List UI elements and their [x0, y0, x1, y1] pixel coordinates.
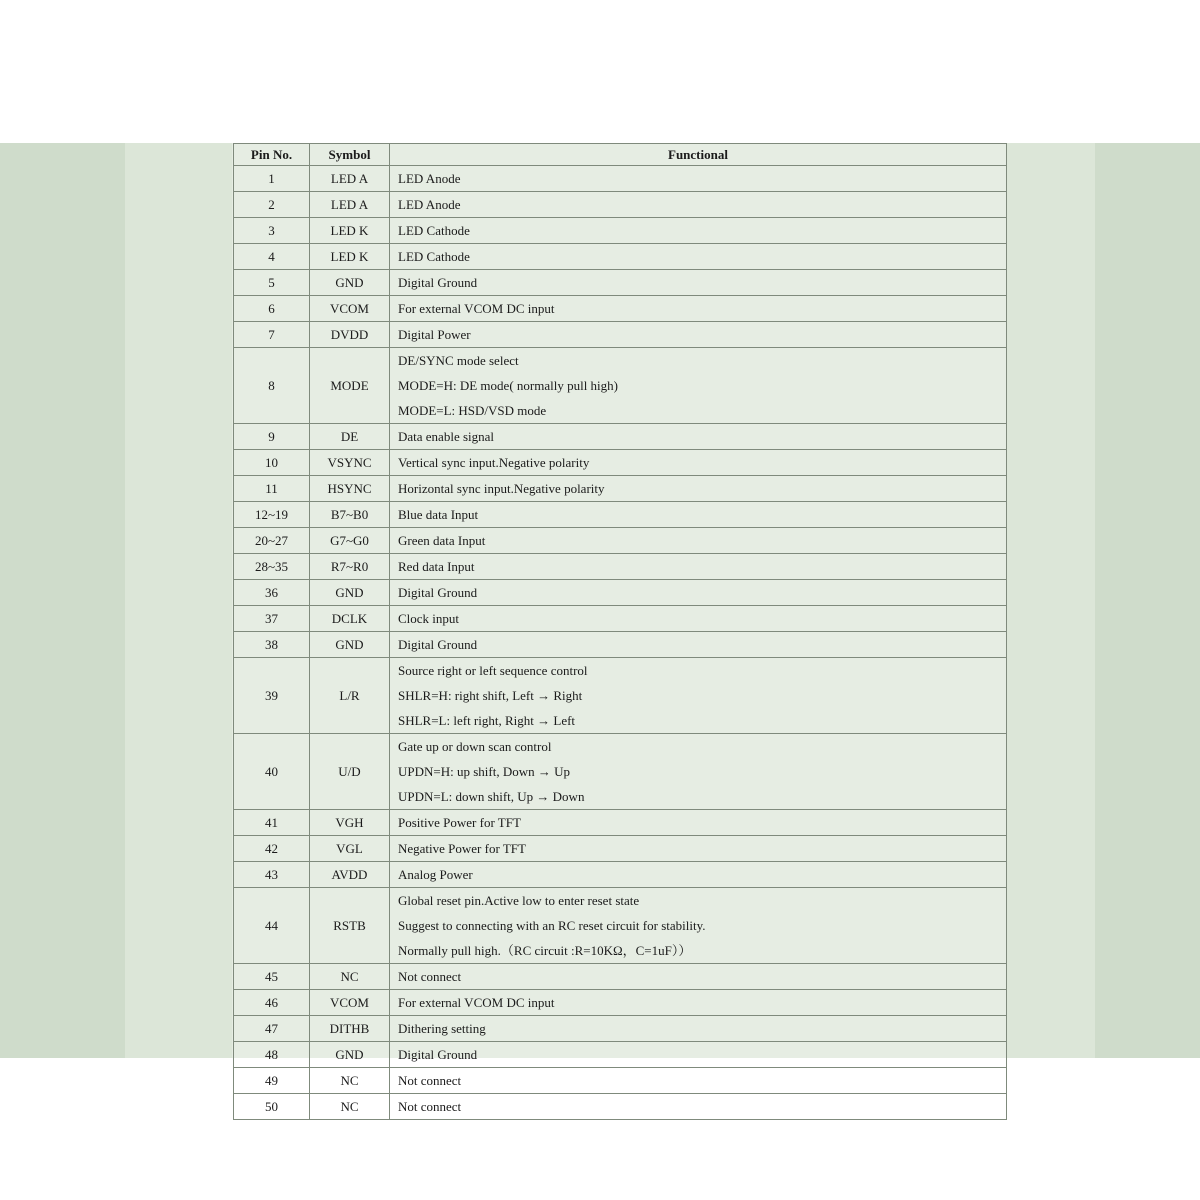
functional-line: For external VCOM DC input — [398, 995, 555, 1010]
pin-number-cell: 40 — [234, 734, 310, 810]
pin-definition-table — [233, 143, 1007, 1120]
functional-line: LED Anode — [398, 197, 461, 212]
symbol-cell: AVDD — [310, 862, 390, 888]
symbol-cell: NC — [310, 964, 390, 990]
functional-line: Global reset pin.Active low to enter reset state — [398, 893, 640, 908]
table-row — [234, 502, 1007, 528]
header-functional: Functional — [390, 144, 1007, 166]
functional-cell — [390, 502, 1007, 528]
pin-number-cell: 12~19 — [234, 502, 310, 528]
table-row — [234, 166, 1007, 192]
table-row — [234, 1094, 1007, 1120]
table-row — [234, 348, 1007, 424]
symbol-cell: VCOM — [310, 990, 390, 1016]
functional-cell — [390, 606, 1007, 632]
functional-cell — [390, 192, 1007, 218]
functional-line: Green data Input — [398, 533, 486, 548]
symbol-cell: LED K — [310, 244, 390, 270]
functional-cell — [390, 348, 1007, 424]
functional-line: MODE=L: HSD/VSD mode — [398, 403, 547, 418]
symbol-cell: NC — [310, 1068, 390, 1094]
symbol-cell: GND — [310, 1042, 390, 1068]
functional-line: Not connect — [398, 969, 462, 984]
symbol-cell: DITHB — [310, 1016, 390, 1042]
functional-line: LED Cathode — [398, 249, 470, 264]
functional-line: Digital Ground — [398, 275, 478, 290]
table-body — [234, 166, 1007, 1120]
table-row — [234, 244, 1007, 270]
functional-line: SHLR=L: left right, Right → Left — [398, 713, 576, 728]
functional-cell — [390, 964, 1007, 990]
functional-cell — [390, 554, 1007, 580]
symbol-cell: G7~G0 — [310, 528, 390, 554]
functional-line: Digital Ground — [398, 1047, 478, 1062]
functional-line: Not connect — [398, 1099, 462, 1114]
table-row — [234, 990, 1007, 1016]
functional-cell — [390, 580, 1007, 606]
table-row — [234, 1068, 1007, 1094]
pin-number-cell: 36 — [234, 580, 310, 606]
symbol-cell: VCOM — [310, 296, 390, 322]
pin-number-cell: 4 — [234, 244, 310, 270]
functional-cell — [390, 836, 1007, 862]
functional-line: Gate up or down scan control — [398, 739, 552, 754]
functional-cell — [390, 322, 1007, 348]
functional-line: UPDN=H: up shift, Down → Up — [398, 764, 571, 779]
functional-line: Blue data Input — [398, 507, 479, 522]
functional-cell — [390, 1068, 1007, 1094]
pin-number-cell: 20~27 — [234, 528, 310, 554]
functional-line: Normally pull high.（RC circuit :R=10KΩ，C=1uF）） — [398, 943, 692, 958]
table-row — [234, 270, 1007, 296]
symbol-cell: DVDD — [310, 322, 390, 348]
functional-line: Clock input — [398, 611, 460, 626]
functional-cell — [390, 1042, 1007, 1068]
table-row — [234, 554, 1007, 580]
symbol-cell: HSYNC — [310, 476, 390, 502]
symbol-cell: B7~B0 — [310, 502, 390, 528]
pin-number-cell: 37 — [234, 606, 310, 632]
pin-number-cell: 43 — [234, 862, 310, 888]
symbol-cell: GND — [310, 270, 390, 296]
pin-number-cell: 41 — [234, 810, 310, 836]
symbol-cell: DE — [310, 424, 390, 450]
functional-cell — [390, 296, 1007, 322]
functional-cell — [390, 734, 1007, 810]
table-row — [234, 658, 1007, 734]
functional-line: UPDN=L: down shift, Up → Down — [398, 789, 585, 804]
symbol-cell: LED A — [310, 166, 390, 192]
pin-number-cell: 42 — [234, 836, 310, 862]
table-row — [234, 964, 1007, 990]
functional-line: Analog Power — [398, 867, 473, 882]
table-header-row — [234, 144, 1007, 166]
symbol-cell: VGL — [310, 836, 390, 862]
pin-number-cell: 46 — [234, 990, 310, 1016]
functional-cell — [390, 1016, 1007, 1042]
pin-number-cell: 7 — [234, 322, 310, 348]
functional-line: Positive Power for TFT — [398, 815, 521, 830]
symbol-cell: MODE — [310, 348, 390, 424]
pin-number-cell: 38 — [234, 632, 310, 658]
functional-line: Negative Power for TFT — [398, 841, 526, 856]
symbol-cell: LED K — [310, 218, 390, 244]
pin-number-cell: 10 — [234, 450, 310, 476]
table-row — [234, 192, 1007, 218]
pin-number-cell: 8 — [234, 348, 310, 424]
functional-line: Vertical sync input.Negative polarity — [398, 455, 590, 470]
functional-cell — [390, 166, 1007, 192]
symbol-cell: NC — [310, 1094, 390, 1120]
pin-number-cell: 11 — [234, 476, 310, 502]
symbol-cell: LED A — [310, 192, 390, 218]
pin-number-cell: 39 — [234, 658, 310, 734]
functional-cell — [390, 658, 1007, 734]
functional-line: Horizontal sync input.Negative polarity — [398, 481, 605, 496]
symbol-cell: L/R — [310, 658, 390, 734]
functional-cell — [390, 270, 1007, 296]
table-row — [234, 1042, 1007, 1068]
functional-line: MODE=H: DE mode( normally pull high) — [398, 378, 618, 393]
pin-number-cell: 47 — [234, 1016, 310, 1042]
table-row — [234, 734, 1007, 810]
pin-number-cell: 2 — [234, 192, 310, 218]
functional-line: Red data Input — [398, 559, 475, 574]
pin-number-cell: 45 — [234, 964, 310, 990]
table-row — [234, 450, 1007, 476]
functional-cell — [390, 476, 1007, 502]
table-row — [234, 606, 1007, 632]
symbol-cell: VSYNC — [310, 450, 390, 476]
table-row — [234, 476, 1007, 502]
table-row — [234, 836, 1007, 862]
header-symbol: Symbol — [310, 144, 390, 166]
functional-line: Digital Ground — [398, 637, 478, 652]
pin-number-cell: 28~35 — [234, 554, 310, 580]
functional-cell — [390, 244, 1007, 270]
table-row — [234, 296, 1007, 322]
functional-cell — [390, 424, 1007, 450]
pin-number-cell: 3 — [234, 218, 310, 244]
functional-cell — [390, 810, 1007, 836]
functional-cell — [390, 632, 1007, 658]
pin-number-cell: 9 — [234, 424, 310, 450]
table-row — [234, 888, 1007, 964]
functional-line: Not connect — [398, 1073, 462, 1088]
pin-number-cell: 1 — [234, 166, 310, 192]
symbol-cell: U/D — [310, 734, 390, 810]
pin-number-cell: 50 — [234, 1094, 310, 1120]
pin-number-cell: 48 — [234, 1042, 310, 1068]
symbol-cell: VGH — [310, 810, 390, 836]
table-row — [234, 632, 1007, 658]
functional-line: For external VCOM DC input — [398, 301, 555, 316]
symbol-cell: GND — [310, 632, 390, 658]
functional-line: Source right or left sequence control — [398, 663, 588, 678]
table-row — [234, 528, 1007, 554]
functional-line: Digital Power — [398, 327, 471, 342]
pin-number-cell: 44 — [234, 888, 310, 964]
functional-cell — [390, 218, 1007, 244]
pin-number-cell: 49 — [234, 1068, 310, 1094]
symbol-cell: R7~R0 — [310, 554, 390, 580]
functional-cell — [390, 528, 1007, 554]
symbol-cell: DCLK — [310, 606, 390, 632]
table-row — [234, 580, 1007, 606]
table-row — [234, 862, 1007, 888]
functional-cell — [390, 862, 1007, 888]
table-row — [234, 810, 1007, 836]
header-pin-no: Pin No. — [234, 144, 310, 166]
functional-line: Data enable signal — [398, 429, 495, 444]
functional-line: DE/SYNC mode select — [398, 353, 519, 368]
table-row — [234, 218, 1007, 244]
pin-number-cell: 5 — [234, 270, 310, 296]
functional-line: Digital Ground — [398, 585, 478, 600]
functional-line: Suggest to connecting with an RC reset circuit for stability. — [398, 918, 706, 933]
functional-line: Dithering setting — [398, 1021, 486, 1036]
functional-line: SHLR=H: right shift, Left → Right — [398, 688, 583, 703]
functional-cell — [390, 888, 1007, 964]
functional-line: LED Cathode — [398, 223, 470, 238]
functional-cell — [390, 450, 1007, 476]
symbol-cell: GND — [310, 580, 390, 606]
pin-number-cell: 6 — [234, 296, 310, 322]
table-row — [234, 322, 1007, 348]
symbol-cell: RSTB — [310, 888, 390, 964]
table-row — [234, 1016, 1007, 1042]
functional-cell — [390, 1094, 1007, 1120]
table-row — [234, 424, 1007, 450]
functional-cell — [390, 990, 1007, 1016]
functional-line: LED Anode — [398, 171, 461, 186]
